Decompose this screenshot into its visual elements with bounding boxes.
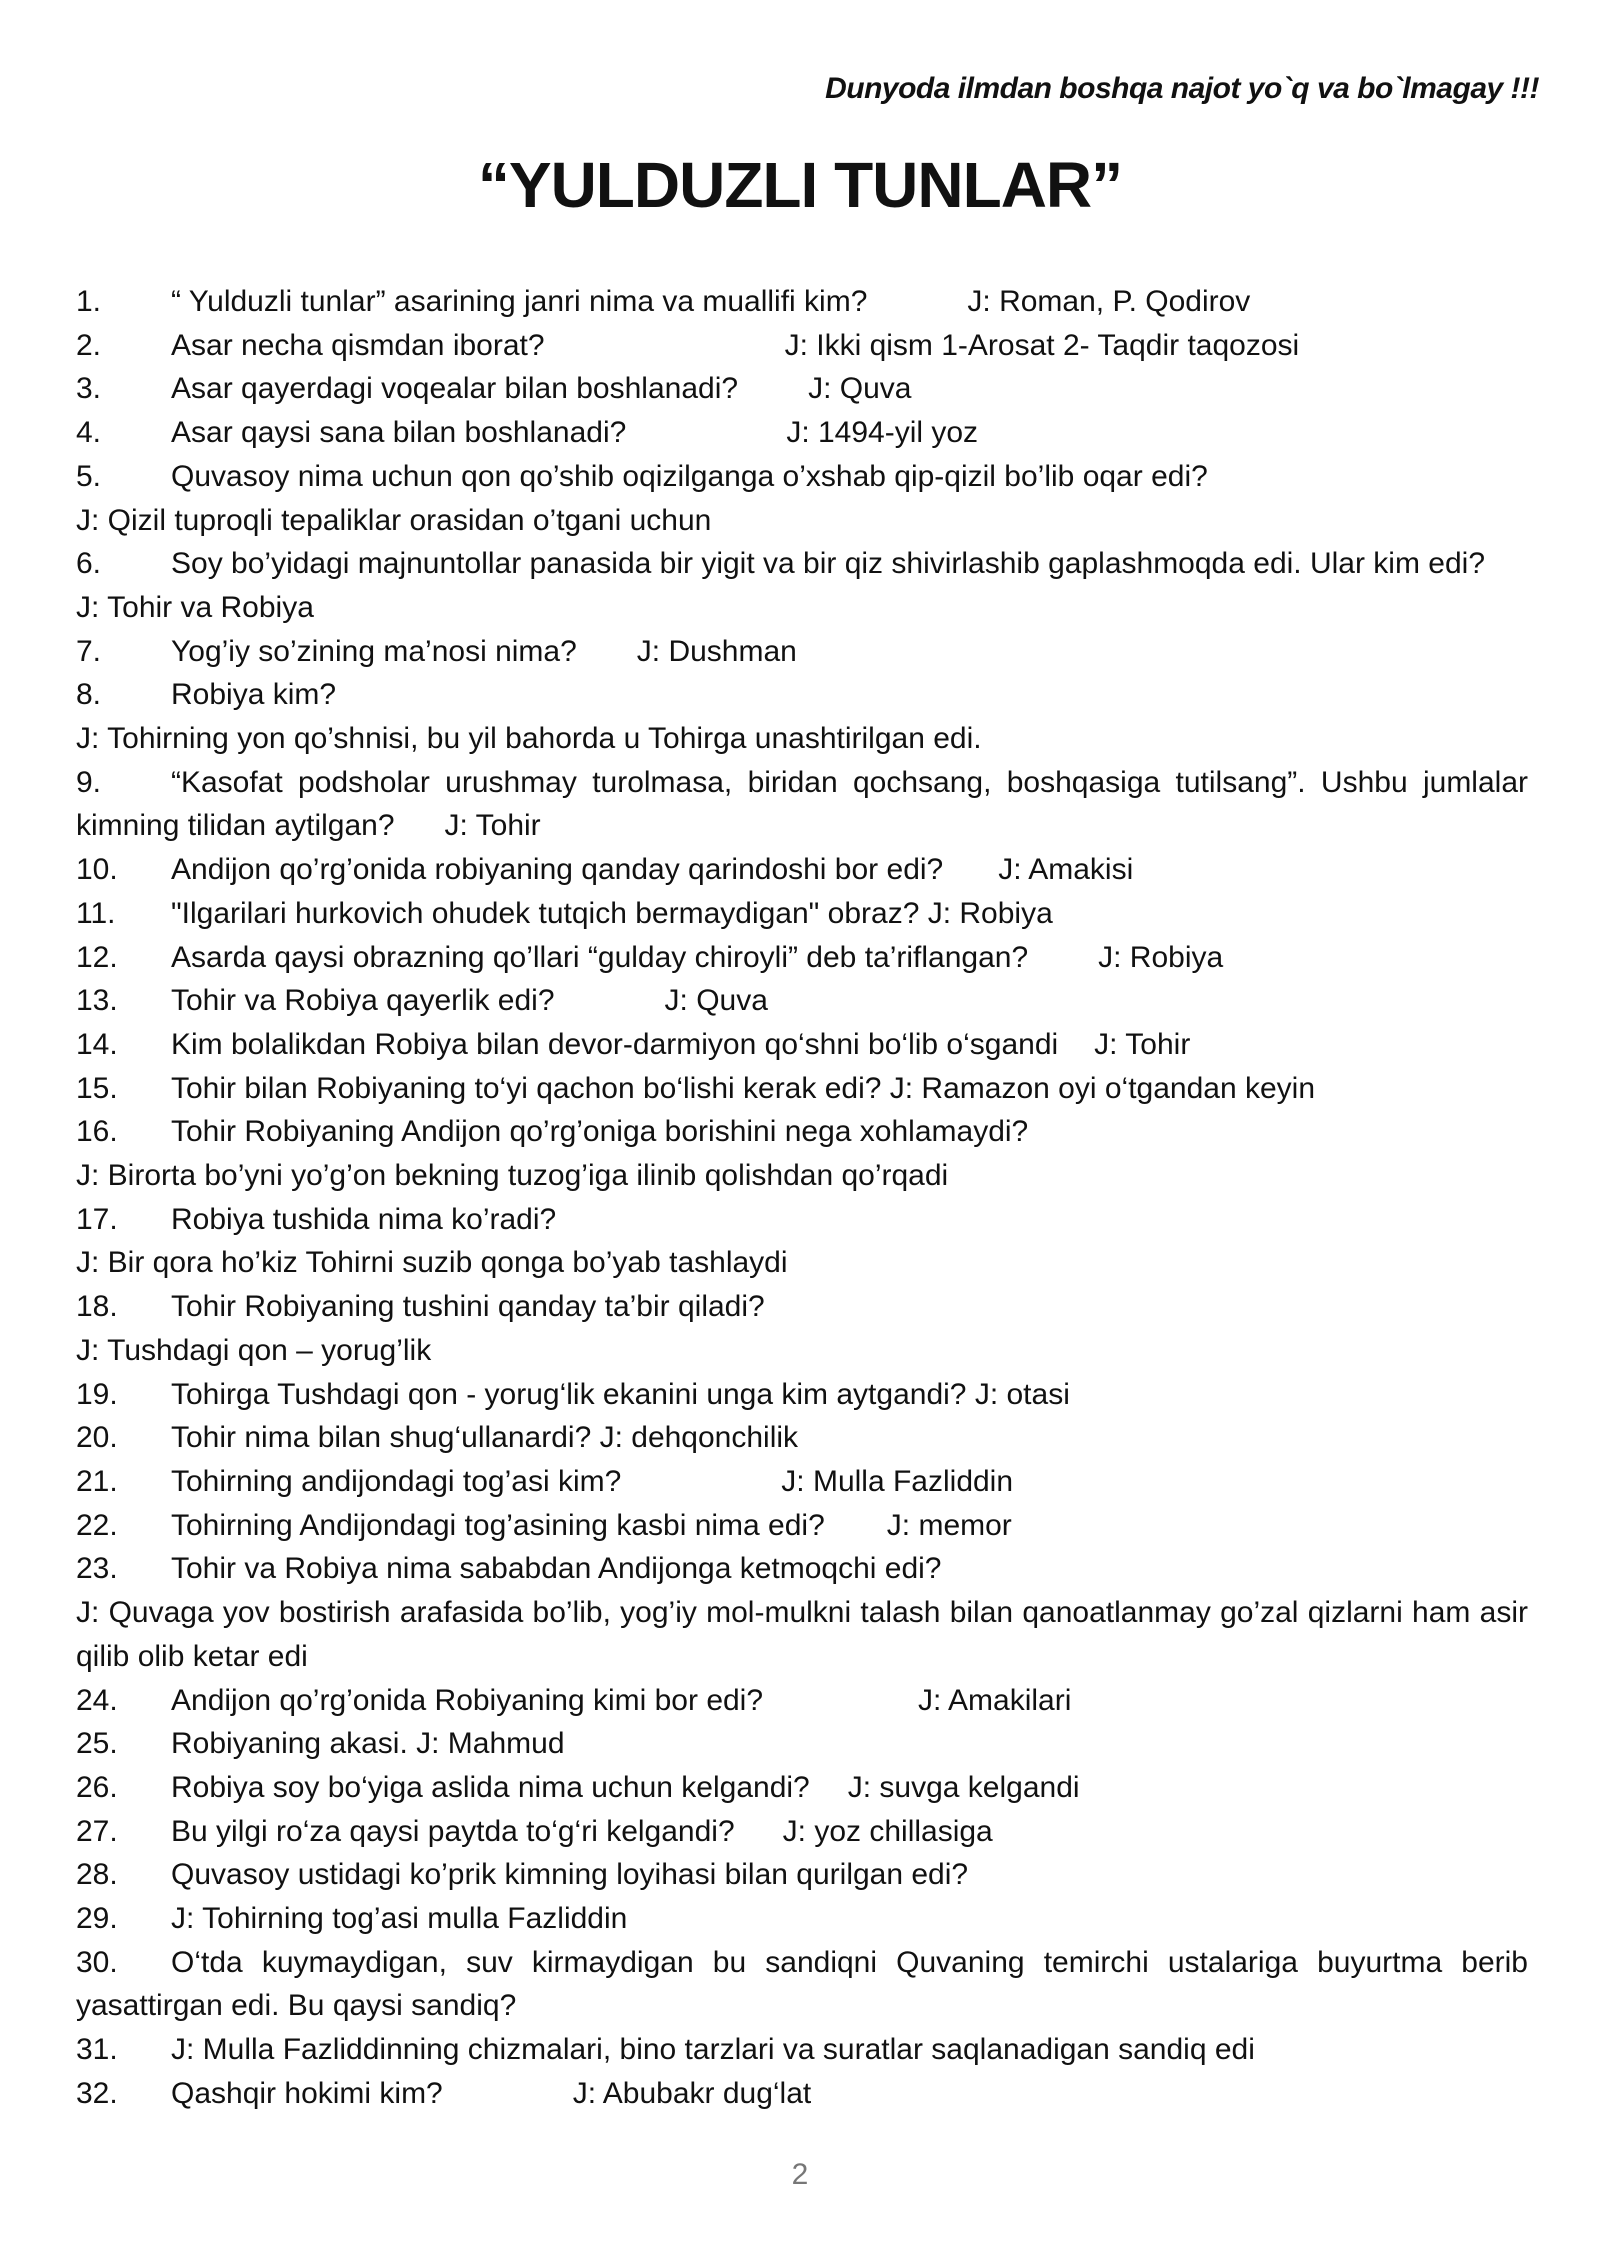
list-item — [76, 367, 1528, 411]
list-item — [76, 1679, 1528, 1723]
item-number: 1. — [76, 285, 102, 318]
item-number: 31. — [76, 2033, 118, 2067]
item-number: 20. — [76, 1421, 118, 1455]
question-text: Tohir nima bilan shug‘ullanardi? J: dehqonchilik — [171, 1421, 799, 1455]
answer-text: J: Amakilari — [918, 1683, 1072, 1717]
answer-line — [76, 1329, 1528, 1373]
list-item — [76, 936, 1528, 980]
list-item — [76, 1853, 1528, 1897]
answer-text: J: Amakisi — [998, 853, 1134, 887]
question-text: Bu yilgi ro‘za qaysi paytda to‘g‘ri kelgandi? — [171, 1814, 735, 1848]
item-number: 13. — [76, 984, 118, 1018]
item-number: 27. — [76, 1814, 118, 1848]
answer-text: J: Tohirning yon qo’shnisi, bu yil bahorda u Tohirga unashtirilgan edi. — [76, 722, 982, 756]
question-text: Robiya tushida nima ko’radi? — [171, 1202, 557, 1236]
question-text: Asar necha qismdan iborat? — [171, 328, 545, 362]
item-number: 4. — [76, 416, 102, 450]
answer-text: J: Dushman — [636, 634, 797, 668]
answer-text: J: Birorta bo’yni yo’g’on bekning tuzog’iga ilinib qolishdan qo’rqadi — [76, 1159, 949, 1193]
answer-line — [76, 1154, 1528, 1198]
question-text: Quvasoy ustidagi ko’prik kimning loyihasi bilan qurilgan edi? — [171, 1858, 969, 1892]
list-item — [76, 1766, 1528, 1810]
list-item — [76, 2072, 1528, 2116]
question-text: Kim bolalikdan Robiya bilan devor-darmiyon qo‘shni bo‘lib o‘sgandi — [171, 1027, 1059, 1061]
answer-text: J: 1494-yil yoz — [786, 416, 979, 450]
question-text: “ Yulduzli tunlar” asarining janri nima va muallifi kim? — [171, 285, 868, 318]
question-text: Yog’iy so’zining ma’nosi nima? — [171, 634, 577, 668]
list-item — [76, 1722, 1528, 1766]
question-text: Tohirning Andijondagi tog’asining kasbi nima edi? — [171, 1508, 825, 1542]
list-item — [76, 848, 1528, 892]
question-text: Andijon qo’rg’onida Robiyaning kimi bor edi? — [171, 1683, 764, 1717]
list-item — [76, 1285, 1528, 1329]
list-item — [76, 1110, 1528, 1154]
list-item — [76, 280, 1528, 324]
item-number: 17. — [76, 1202, 118, 1236]
item-number: 11. — [76, 896, 116, 930]
item-number: 21. — [76, 1464, 118, 1498]
question-text: “Kasofat podsholar urushmay turolmasa, biridan qochsang, boshqasiga tutilsang”. Ushbu jumlalar kimning tilidan aytilgan? — [76, 765, 1528, 843]
item-number: 24. — [76, 1683, 118, 1717]
list-item — [76, 892, 1528, 936]
item-number: 9. — [76, 765, 102, 799]
answer-text: J: Ikki qism 1-Arosat 2- Taqdir taqozosi — [784, 328, 1300, 362]
page-number: 2 — [791, 2158, 809, 2191]
answer-line — [76, 1591, 1528, 1678]
list-item — [76, 1810, 1528, 1854]
question-text: Tohir va Robiya nima sababdan Andijonga ketmoqchi edi? — [171, 1552, 942, 1586]
answer-text: J: Quva — [664, 984, 768, 1018]
list-item — [76, 1941, 1528, 2028]
question-text: Asarda qaysi obrazning qo’llari “gulday chiroyli” deb ta’riflangan? — [171, 940, 1029, 974]
question-text: Tohirga Tushdagi qon - yorug‘lik ekanini unga kim aytgandi? J: otasi — [171, 1377, 1070, 1411]
question-text: O‘tda kuymaydigan, suv kirmaydigan bu sandiqni Quvaning temirchi ustalariga buyurtma berib yasattirgan edi. Bu qaysi sandiq? — [76, 1945, 1528, 2023]
question-text: Tohir Robiyaning tushini qanday ta’bir qiladi? — [171, 1290, 765, 1324]
answer-text: J: Tushdagi qon – yorug’lik — [76, 1333, 432, 1367]
answer-text: J: Abubakr dug‘lat — [572, 2076, 812, 2110]
list-item — [76, 1416, 1528, 1460]
item-number: 7. — [76, 634, 102, 668]
answer-text: J: Quvaga yov bostirish arafasida bo’lib, yog’iy mol-mulkni talash bilan qanoatlanmay go’zal qizlarni ham asir qilib olib ketar edi — [76, 1596, 1528, 1673]
list-item — [76, 1373, 1528, 1417]
question-text: Soy bo’yidagi majnuntollar panasida bir yigit va bir qiz shivirlashib gaplashmoqda edi. Ular kim edi? — [171, 547, 1486, 581]
list-item — [76, 1198, 1528, 1242]
item-number: 16. — [76, 1115, 118, 1149]
answer-text: J: Robiya — [1098, 940, 1224, 974]
item-number: 12. — [76, 940, 118, 974]
answer-text: J: Tohir va Robiya — [76, 590, 314, 624]
answer-text: J: yoz chillasiga — [782, 1814, 993, 1848]
page-title: “YULDUZLI TUNLAR” — [477, 149, 1123, 221]
answer-text: J: Mulla Fazliddinning chizmalari, bino tarzlari va suratlar saqlanadigan sandiq edi — [171, 2033, 1255, 2067]
item-number: 28. — [76, 1858, 118, 1892]
list-item — [76, 1547, 1528, 1591]
answer-text: J: Mulla Fazliddin — [781, 1464, 1014, 1498]
answer-text: J: suvga kelgandi — [847, 1770, 1080, 1804]
item-number: 18. — [76, 1290, 118, 1324]
list-item — [76, 1023, 1528, 1067]
list-item — [76, 630, 1528, 674]
question-text: Asar qaysi sana bilan boshlanadi? — [171, 416, 627, 450]
list-item — [76, 1504, 1528, 1548]
item-number: 29. — [76, 1902, 118, 1936]
answer-text: J: Tohir — [444, 809, 541, 843]
answer-text: J: Bir qora ho’kiz Tohirni suzib qonga bo’yab tashlaydi — [76, 1246, 788, 1280]
item-number: 25. — [76, 1727, 118, 1761]
answer-line — [76, 1241, 1528, 1285]
question-text: Asar qayerdagi voqealar bilan boshlanadi? — [171, 372, 739, 406]
question-text: Tohir bilan Robiyaning to‘yi qachon bo‘lishi kerak edi? J: Ramazon oyi o‘tgandan keyin — [171, 1071, 1315, 1105]
item-number: 23. — [76, 1552, 118, 1586]
list-item — [76, 673, 1528, 717]
question-text: Tohir Robiyaning Andijon qo’rg’oniga borishini nega xohlamaydi? — [171, 1115, 1029, 1149]
item-number: 6. — [76, 547, 102, 581]
answer-text: J: Tohirning tog’asi mulla Fazliddin — [171, 1902, 628, 1936]
question-text: Robiya kim? — [171, 678, 337, 712]
item-number: 14. — [76, 1027, 118, 1061]
list-item — [76, 455, 1528, 499]
item-number: 19. — [76, 1377, 118, 1411]
question-text: Robiya soy bo‘yiga aslida nima uchun kelgandi? — [171, 1770, 810, 1804]
question-text: Robiyaning akasi. J: Mahmud — [171, 1727, 565, 1761]
item-number: 10. — [76, 853, 118, 887]
question-text: Qashqir hokimi kim? — [171, 2076, 443, 2110]
list-item — [76, 2028, 1528, 2072]
question-text: Tohirning andijondagi tog’asi kim? — [171, 1464, 622, 1498]
item-number: 15. — [76, 1071, 118, 1105]
question-text: "Ilgarilari hurkovich ohudek tutqich bermaydigan" obraz? J: Robiya — [171, 896, 1053, 930]
item-number: 32. — [76, 2076, 118, 2110]
list-item — [76, 1067, 1528, 1111]
question-text: Quvasoy nima uchun qon qo’shib oqizilganga o’xshab qip-qizil bo’lib oqar edi? — [171, 459, 1208, 493]
answer-text: J: Qizil tuproqli tepaliklar orasidan o’tgani uchun — [76, 503, 712, 537]
question-text: Andijon qo’rg’onida robiyaning qanday qarindoshi bor edi? — [171, 853, 944, 887]
list-item — [76, 1897, 1528, 1941]
answer-text: J: Quva — [808, 372, 912, 406]
list-item — [76, 1460, 1528, 1504]
answer-line — [76, 717, 1528, 761]
item-number: 26. — [76, 1770, 118, 1804]
item-number: 2. — [76, 328, 102, 362]
answer-text: J: memor — [886, 1508, 1012, 1542]
page-motto: Dunyoda ilmdan boshqa najot yo`q va bo`lmagay !!! — [825, 72, 1539, 105]
item-number: 3. — [76, 372, 102, 406]
list-item — [76, 979, 1528, 1023]
list-item — [76, 761, 1528, 848]
item-number: 5. — [76, 459, 102, 493]
answer-text: J: Tohir — [1094, 1027, 1191, 1061]
qa-list — [76, 280, 1528, 2116]
item-number: 30. — [76, 1945, 118, 1979]
answer-line — [76, 586, 1528, 630]
question-text: Tohir va Robiya qayerlik edi? — [171, 984, 555, 1018]
list-item — [76, 542, 1528, 586]
list-item — [76, 411, 1528, 455]
item-number: 22. — [76, 1508, 118, 1542]
list-item — [76, 324, 1528, 368]
item-number: 8. — [76, 678, 102, 712]
answer-line — [76, 499, 1528, 543]
answer-text: J: Roman, P. Qodirov — [967, 285, 1251, 318]
